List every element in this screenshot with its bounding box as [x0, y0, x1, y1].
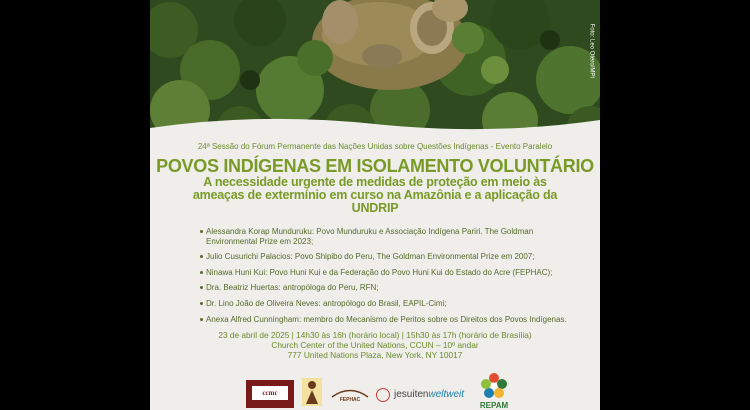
- poster-content: [150, 136, 600, 360]
- event-venue: Church Center of the United Nations, CCUN – 10º andar: [271, 340, 479, 351]
- session-line: 24ª Sessão do Fórum Permanente das Nações Unidas sobre Questões Indígenas - Evento Paralelo: [197, 142, 553, 151]
- sponsor-logos: [150, 372, 600, 410]
- repam-logo: REPAM: [476, 372, 512, 410]
- speaker-list: [150, 227, 600, 324]
- repam-flower-icon: [480, 372, 508, 398]
- jesuiten-weltweit-logo: jesuitenweltweit: [376, 386, 500, 404]
- ccmc-logo: ccmc: [246, 380, 294, 408]
- event-title: POVOS INDÍGENAS EM ISOLAMENTO VOLUNTÁRIO: [156, 156, 594, 176]
- event-subtitle: A necessidade urgente de medidas de proteção em meio às ameaças de extermínio em curso na Amazônia e a aplicação da UNDRIP: [192, 175, 558, 215]
- event-address: 777 United Nations Plaza, New York, NY 10017: [287, 350, 463, 361]
- speaker-item: Julio Cusurichi Palacios: Povo Shipibo do Peru, The Goldman Environmental Prize em 2007;: [206, 252, 584, 262]
- speaker-item: Alessandra Korap Munduruku: Povo Munduruku e Associação Indígena Pariri. The Goldman Environmental Prize em 2023;: [206, 227, 584, 246]
- speaker-item: Anexa Alfred Cunningham: membro do Mecanismo de Peritos sobre os Direitos dos Povos Indígenas.: [206, 315, 584, 325]
- speaker-item: Ninawa Huni Kui: Povo Huni Kui e da Federação do Povo Huni Kui do Estado do Acre (FEPHAC);: [206, 268, 584, 278]
- globe-icon: [376, 388, 390, 402]
- speaker-item: Dra. Beatriz Huertas: antropóloga do Peru, RFN;: [206, 283, 584, 293]
- event-poster: [150, 0, 600, 410]
- speaker-item: Dr. Lino João de Oliveira Neves: antropólogo do Brasil, EAPIL-Cimi;: [206, 299, 584, 309]
- event-date-time: 23 de abril de 2025 | 14h30 às 16h (horário local) | 15h30 às 17h (horário de Brasília): [218, 330, 532, 341]
- fephac-logo: FEPHAC: [330, 388, 370, 408]
- event-details: [150, 330, 600, 360]
- indigenous-figure-logo: [302, 378, 322, 406]
- photo-credit: Foto: Leo Otero/MPI: [588, 23, 594, 78]
- rainforest-aerial-photo: [150, 0, 600, 148]
